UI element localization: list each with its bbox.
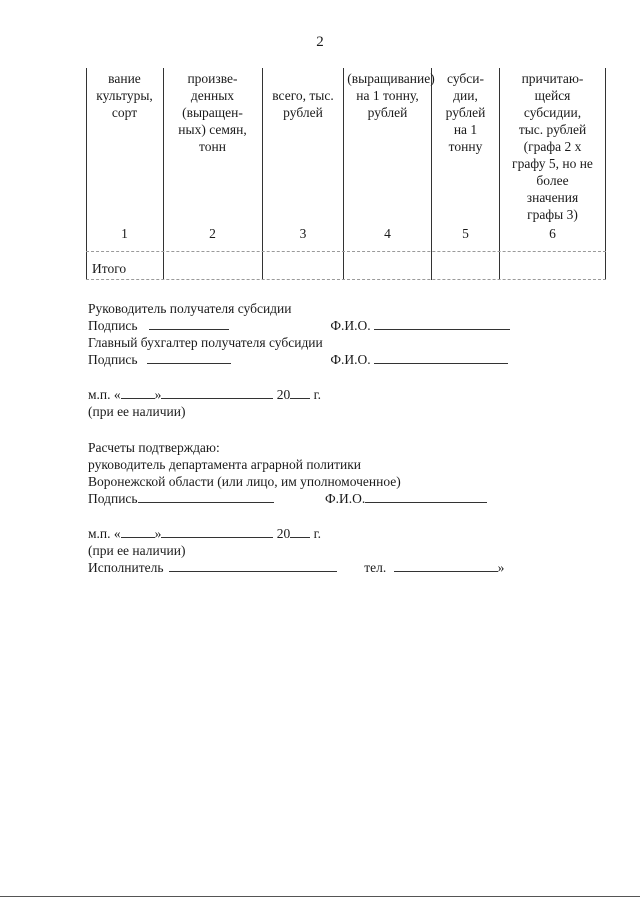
header-cell-per-ton xyxy=(344,87,431,121)
executor-label: Исполнитель xyxy=(88,560,164,575)
phone-blank xyxy=(394,559,498,572)
month-blank xyxy=(161,386,273,399)
recipient-head-signature-line xyxy=(88,317,510,334)
stamp-note: (при ее наличии) xyxy=(88,543,186,558)
confirm-label: Расчеты подтверждаю: xyxy=(88,440,220,455)
year-blank xyxy=(290,525,310,538)
table-row-divider xyxy=(86,251,606,252)
phone-label: тел. xyxy=(364,560,387,575)
total-row-label: Итого xyxy=(92,261,127,276)
stamp-note: (при ее наличии) xyxy=(88,404,186,419)
signature-blank xyxy=(149,317,229,330)
header-line: (выращивание) xyxy=(347,71,435,86)
header-line: субси- xyxy=(447,71,484,86)
header-line: на 1 тонну, xyxy=(356,88,419,103)
year-suffix: г. xyxy=(313,526,322,541)
header-line: тонну xyxy=(448,139,483,154)
chief-accountant-title: Главный бухгалтер получателя субсидии xyxy=(88,335,323,350)
header-line: рублей xyxy=(367,105,408,120)
header-line: графы 3) xyxy=(527,207,578,222)
header-line: причитаю- xyxy=(521,71,584,86)
closing-quote: » xyxy=(497,560,505,575)
header-line: (графа 2 х xyxy=(523,139,582,154)
stamp-date-line xyxy=(88,386,321,403)
column-number: 4 xyxy=(384,226,391,241)
stamp-prefix: м.п. « xyxy=(88,526,121,541)
header-cell-total xyxy=(263,87,343,121)
recipient-head-title: Руководитель получателя субсидии xyxy=(88,301,292,316)
column-number: 1 xyxy=(121,226,128,241)
chief-accountant-signature-line xyxy=(88,351,508,368)
signature-label: Подпись xyxy=(88,491,138,506)
header-line: субсидии, xyxy=(523,105,582,120)
header-line: тыс. рублей xyxy=(518,122,587,137)
column-number: 6 xyxy=(549,226,556,241)
header-line: тонн xyxy=(199,139,226,154)
header-cell-subsidy-due xyxy=(500,70,605,223)
year-prefix: 20 xyxy=(276,526,291,541)
dept-head-line2: Воронежской области (или лицо, им уполномоченное) xyxy=(88,474,401,489)
header-line: на 1 xyxy=(453,122,478,137)
header-line: щейся xyxy=(534,88,571,103)
header-cell-subsidy-rate xyxy=(432,70,499,155)
footer-rule xyxy=(0,896,640,897)
signature-label: Подпись xyxy=(88,318,138,333)
header-line: ных) семян, xyxy=(178,122,247,137)
year-suffix: г. xyxy=(313,387,322,402)
day-blank xyxy=(121,525,155,538)
signature-blank xyxy=(147,351,231,364)
fio-label: Ф.И.О. xyxy=(330,352,371,367)
header-line: вание xyxy=(108,71,141,86)
header-line: графу 5, но не xyxy=(512,156,593,171)
header-cell-seeds xyxy=(163,70,262,155)
header-line: рублей xyxy=(283,105,323,120)
column-number: 2 xyxy=(209,226,216,241)
day-blank xyxy=(121,386,155,399)
subsidy-table xyxy=(86,68,606,280)
header-line: дии, xyxy=(453,88,478,103)
year-blank xyxy=(290,386,310,399)
header-line: всего, тыс. xyxy=(272,88,334,103)
stamp-date-line xyxy=(88,525,321,542)
signature-label: Подпись xyxy=(88,352,138,367)
column-number: 3 xyxy=(299,226,307,241)
executor-blank xyxy=(169,559,337,572)
header-line: значения xyxy=(526,190,579,205)
header-line: культуры, xyxy=(96,88,153,103)
year-prefix: 20 xyxy=(276,387,291,402)
header-cell-crop xyxy=(86,70,163,121)
signature-blank xyxy=(138,490,274,503)
column-number: 5 xyxy=(462,226,469,241)
stamp-mid: » xyxy=(154,526,162,541)
header-line: более xyxy=(536,173,569,188)
fio-label: Ф.И.О. xyxy=(324,491,366,506)
stamp-mid: » xyxy=(154,387,162,402)
fio-blank xyxy=(374,317,510,330)
fio-label: Ф.И.О. xyxy=(330,318,371,333)
dept-head-signature-line xyxy=(88,490,487,507)
header-line: (выращен- xyxy=(182,105,243,120)
executor-line xyxy=(88,559,504,576)
dept-head-line1: руководитель департамента аграрной политики xyxy=(88,457,361,472)
stamp-prefix: м.п. « xyxy=(88,387,121,402)
header-line: денных xyxy=(190,88,235,103)
header-line: сорт xyxy=(111,105,138,120)
header-line: рублей xyxy=(445,105,486,120)
fio-blank xyxy=(365,490,487,503)
month-blank xyxy=(161,525,273,538)
table-border-right xyxy=(605,68,606,280)
page-number: 2 xyxy=(316,34,324,50)
fio-blank xyxy=(374,351,508,364)
header-line: произве- xyxy=(187,71,238,86)
table-row-divider xyxy=(86,279,606,280)
